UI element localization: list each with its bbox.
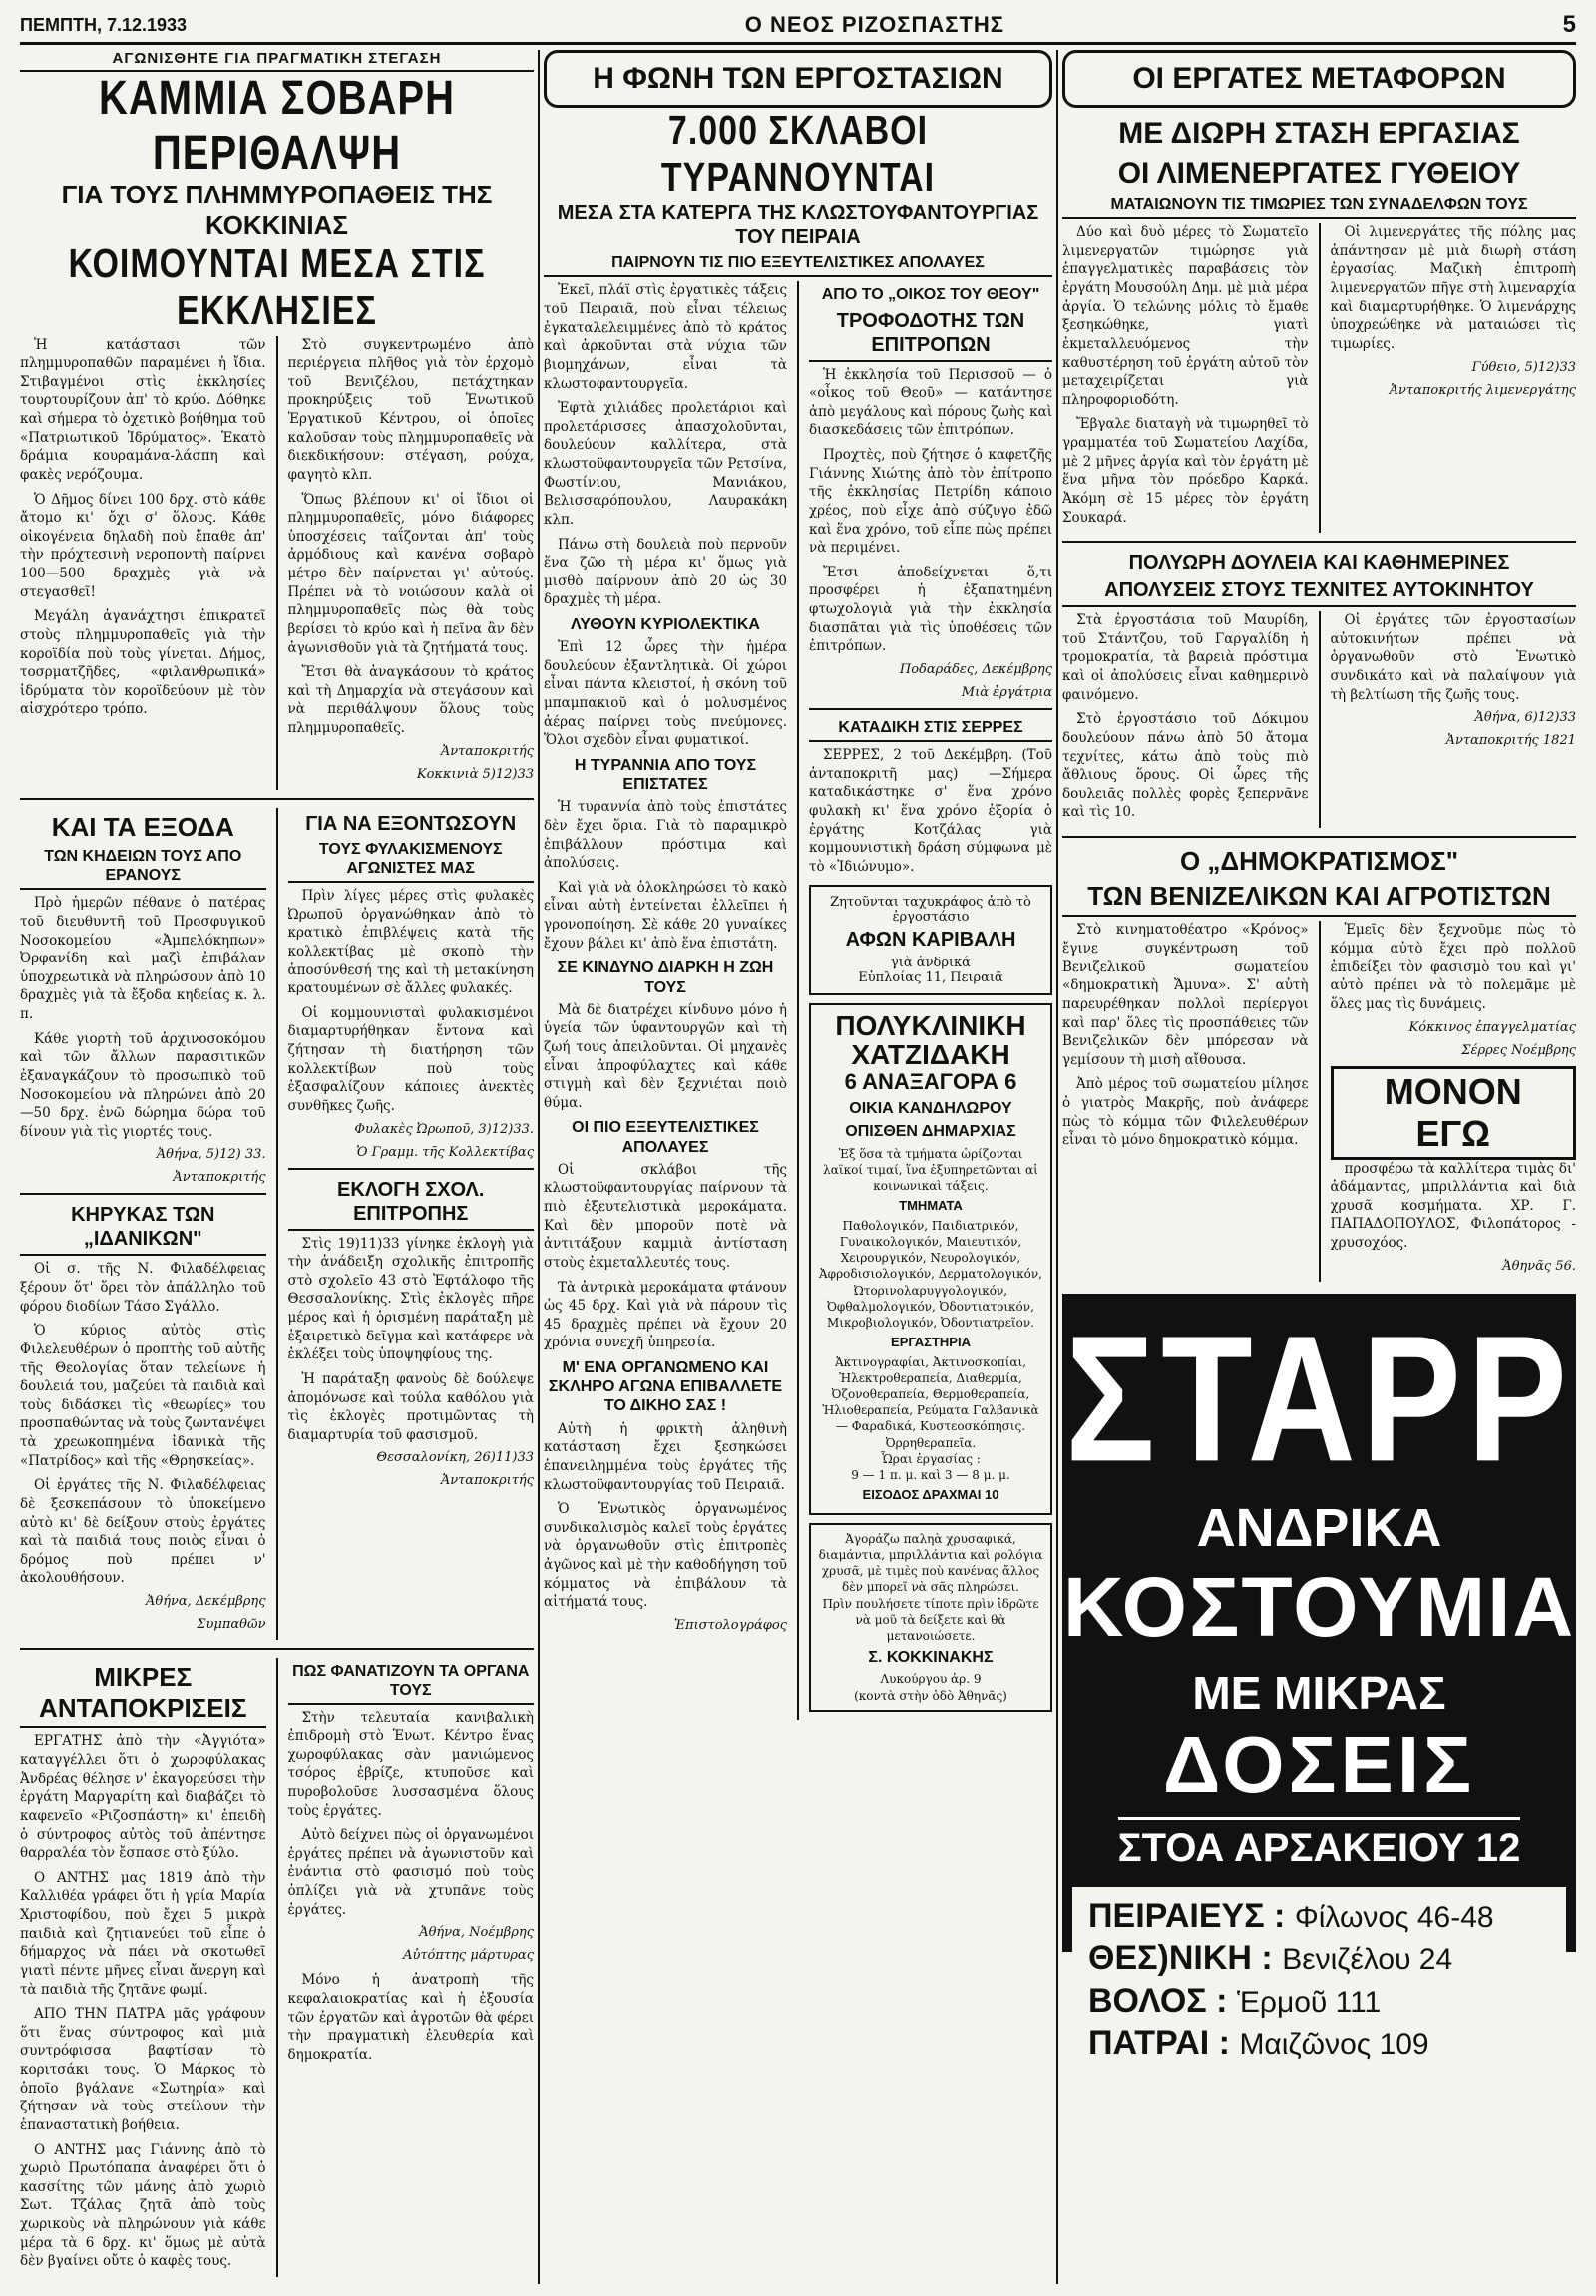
- section-banner-title: Η ΦΩΝΗ ΤΩΝ ΕΡΓΟΣΤΑΣΙΩΝ: [593, 62, 1003, 95]
- ad-branches: [1072, 1887, 1566, 2073]
- branch-city: ΠΕΙΡΑΙΕΥΣ :: [1088, 1896, 1286, 1935]
- article-democracy: [1062, 846, 1576, 1282]
- ad-text: γιὰ ἀνδρικά: [891, 955, 971, 970]
- article-headline: ΠΟΛΥΩΡΗ ΔΟΥΛΕΙΑ ΚΑΙ ΚΑΘΗΜΕΡΙΝΕΣ: [1128, 552, 1510, 574]
- article-headline: ΜΑΤΑΙΩΝΟΥΝ ΤΙΣ ΤΙΜΩΡΙΕΣ ΤΩΝ ΣΥΝΑΔΕΛΦΩΝ ΤΟΥΣ: [1062, 195, 1576, 219]
- paragraph: ΣΕΡΡΕΣ, 2 τοῦ Δεκέμβρη. (Τοῦ ἀνταποκριτῆ μας) —Σήμερα καταδικάστηκε σ' ἕνα χρόνο φυλακὴ κι' ἕνα χρόνο ἐξορία ὁ ἐργάτης Κοτζάλας γιὰ κομμουνιστικὴ δράση σύμφωνα μὲ τὸ «Ἰδιώνυμο».: [809, 747, 1052, 875]
- branch-city: ΒΟΛΟΣ :: [1088, 1981, 1228, 2020]
- ad-text: ΟΠΙΣΘΕΝ ΔΗΜΑΡΧΙΑΣ: [845, 1123, 1016, 1141]
- paragraph: Ἐφτὰ χιλιάδες προλετάριοι καὶ προλετάρισσες ἀπασχολοῦνται, δουλεύουν καλλίτερα, στὰ κλωστοϋφαντουργεῖα τῶν Ρετσίνα, Φωστίνιου, Μανιάκου, Βελισσαρόπουλου, Λαυρακάκη κλπ.: [544, 400, 787, 528]
- ad-name: ΑΦΩΝ ΚΑΡΙΒΑΛΗ: [845, 928, 1016, 951]
- article-headline: ΓΙΑ ΝΑ ΕΞΟΝΤΩΣΟΥΝ: [305, 812, 517, 835]
- dateline: Ἀθήνα, 5)12) 33.: [156, 1147, 266, 1163]
- ad-address: Λυκούργου ἀρ. 9: [880, 1672, 982, 1687]
- article-headline: ΤΩΝ ΒΕΝΙΖΕΛΙΚΩΝ ΚΑΙ ΑΓΡΟΤΙΣΤΩΝ: [1062, 881, 1576, 917]
- article-oikos: [809, 285, 1052, 700]
- section-banner: [1062, 50, 1576, 108]
- subheading: ΟΙ ΠΙΟ ΕΞΕΥΤΕΛΙΣΤΙΚΕΣ ΑΠΟΛΑΥΕΣ: [572, 1119, 759, 1156]
- branch-address: Ἑρμοῦ 111: [1236, 1985, 1382, 2019]
- ad-starr: [1062, 1294, 1576, 2063]
- article-kicker: ΑΓΩΝΙΣΘΗΤΕ ΓΙΑ ΠΡΑΓΜΑΤΙΚΗ ΣΤΕΓΑΣΗ: [20, 50, 534, 72]
- column-rule: [1056, 50, 1058, 2284]
- dateline: Γύθειο, 5)12)33: [1471, 359, 1576, 375]
- ad-text: ΜΕ ΜΙΚΡΑΣ: [1192, 1666, 1446, 1719]
- byline: Ἀνταποκριτής λιμενεργάτης: [1389, 382, 1576, 398]
- paragraph: Οἱ λιμενεργάτες τῆς πόλης μας ἀπάντησαν μὲ μιὰ διωρὴ στάση ἐργασίας. Μαζικὴ ἐπιτροπὴ λιμενεργατῶν πῆγε στὴ λιμεναρχία καὶ διαμαρτυρήθηκε. Ὁ λιμενάρχης ὑποχρεώθηκε νὰ ματαιώσει τὶς τιμωρίες.: [1330, 224, 1576, 352]
- ad-text: προσφέρω τὰ καλλίτερα τιμὰς δι' ἀδάμαντας, μπριλλάντια καὶ διὰ χρυσᾶ κοσμήματα. ΧΡ. Γ. ΠΑΠΑΔΟΠΟΥΛΟΣ, Φιλοπάτορος - χρυσοχόος.: [1330, 1160, 1576, 1252]
- paragraph: Ὁ Ἑνωτικὸς ὀργανωμένος συνδικαλισμὸς καλεῖ τοὺς ἐργάτες νὰ ὀργανωθοῦν στὶς ἐπιτροπὲς ἀγῶνος καὶ μὲ τὴν καθοδήγηση τοῦ κόμματος νὰ ἐπιβάλουν τὰ αἰτήματά τους.: [544, 1501, 787, 1611]
- paragraph: ΕΡΓΑΤΗΣ ἀπὸ τὴν «Ἀγγιότα» καταγγέλλει ὅτι ὁ χωροφύλακας Ἀνδρέας θέλησε ν' ἐκαγορεύσει τὴν ἐργάτη Μαργαρίτη καὶ διαβάζει τὸ καφενεῖο «Ριζοσπάστη» κι' ἐπειδὴ ὁ σύντροφος αὐτὸς τοῦ ἀπέντησε θαρραλέα τὸν ἔσπασε στὸ ξύλο.: [20, 1733, 266, 1862]
- branch-item: [1088, 1937, 1550, 1980]
- article-car-workers: [1062, 551, 1576, 828]
- paragraph: Ἐπὶ 12 ὧρες τὴν ἡμέρα δουλεύουν ἐξαντλητικὰ. Οἱ χώροι εἶναι πάντα κλειστοί, ἡ σκόνη τοῦ μπαμπακιοῦ καὶ ὁ μολυσμένος ἀέρας παίρνει τοὺς πνεύμονες. Ὅλοι σχεδὸν εἶναι φυματικοί.: [544, 639, 787, 749]
- ad-price: ΕΙΣΟΔΟΣ ΔΡΑΧΜΑΙ 10: [862, 1487, 999, 1503]
- article-headline: ΜΕ ΔΙΩΡΗ ΣΤΑΣΗ ΕΡΓΑΣΙΑΣ: [1118, 117, 1520, 150]
- ad-text: Ἀγοράζω παληὰ χρυσαφικά, διαμάντια, μπριλλάντια καὶ ρολόγια χρυσᾶ, μὲ τιμὲς ποὺ κανένας ἄλλος δὲν μπορεῖ νὰ σᾶς πληρώσει.: [818, 1531, 1043, 1595]
- article-headline: ΚΑΤΑΔΙΚΗ ΣΤΙΣ ΣΕΡΡΕΣ: [809, 718, 1052, 742]
- paragraph: Ἡ τυραννία ἀπὸ τοὺς ἐπιστάτες δὲν ἔχει ὅρια. Γιὰ τὸ παραμικρὸ ἐπιβάλλουν πρόστιμα καὶ ἀπολύσεις.: [544, 799, 787, 872]
- paper-title: Ο ΝΕΟΣ ΡΙΖΟΣΠΑΣΤΗΣ: [744, 12, 1004, 37]
- dateline: Θεσσαλονίκη, 26)11)33: [376, 1450, 534, 1466]
- column-right: [1062, 50, 1576, 2284]
- byline: Αὐτόπτης μάρτυρας: [403, 1948, 534, 1964]
- dateline: Ποδαράδες, Δεκέμβρης: [899, 661, 1052, 677]
- ad-title: ΠΟΛΥΚΛΙΝΙΚΗ: [835, 1009, 1026, 1041]
- branch-address: Βενιζέλου 24: [1282, 1943, 1453, 1977]
- paragraph: Στὰ ἐργοστάσια τοῦ Μαυρίδη, τοῦ Στάντζου, τοῦ Γαργαλίδη ἡ τρομοκρατία, τὰ βαρειὰ πρόστιμα καὶ οἱ ἀπολύσεις εἶναι καθημερινὸ φαινόμενο.: [1062, 612, 1309, 703]
- article-serres: [809, 718, 1052, 877]
- branch-address: Φίλωνος 46-48: [1294, 1900, 1494, 1934]
- byline: Ἀνταποκριτής 1821: [1445, 733, 1576, 749]
- dateline: Ἀθήνα, Δεκέμβρης: [146, 1594, 266, 1609]
- ad-text: Πρὶν πουλήσετε τίποτε πρὶν ἰδρῶτε νὰ μοῦ τὰ δείξετε καὶ θὰ μετανοιώσετε.: [822, 1596, 1039, 1643]
- article-body: [1062, 611, 1576, 828]
- ad-subtitle: ΕΡΓΑΣΤΗΡΙΑ: [891, 1335, 971, 1350]
- section-banner: [544, 50, 1052, 108]
- branch-item: [1088, 1980, 1550, 2023]
- article-headline: ΑΠΟ ΤΟ „ΟΙΚΟΣ ΤΟΥ ΘΕΟΥ": [821, 286, 1040, 304]
- paragraph: Κάθε γιορτὴ τοῦ ἀρχινοσοκόμου καὶ τῶν ἄλλων παρασιτικῶν ἐξαναγκάζουν τὸ προσωπικὸ τοῦ Νοσοκομείου νὰ πληρώνει ἀπὸ 20—50 δρχ. ἐνῶ δώρημα δώρα τοῦ δίνουν γιὰ τὶς γιορτές τους.: [20, 1030, 266, 1140]
- article-body: [1062, 921, 1576, 1281]
- paragraph: Στὴν τελευταία κανιβαλικὴ ἐπιδρομὴ στὸ Ἑνωτ. Κέντρο ἕνας χωροφύλακας σὰν μανιώμενος τσόρος ἐβρίζε, κτυποῦσε καὶ πυροβολοῦσε λυσσασμένα ὅλους τοὺς ἐργάτες.: [287, 1710, 534, 1819]
- paragraph: Μόνο ἡ ἀνατροπὴ τῆς κεφαλαιοκρατίας καὶ ἡ ἐξουσία τῶν ἐργατῶν καὶ ἀγροτῶν θὰ φέρει τὴν πραγματικὴ ἐλευθερία καὶ δημοκρατία.: [287, 1972, 534, 2063]
- ad-clinic: [809, 1003, 1052, 1515]
- paragraph: Ἡ ἐκκλησία τοῦ Περισσοῦ — ὁ «οἶκος τοῦ Θεοῦ» — κατάντησε ἀπὸ μεγάλους καὶ πόρους ζωὴς καὶ διασκεδάσεις τῶν ἐπιτρόπων.: [809, 366, 1052, 439]
- dateline: Ἀθήνα, Νοέμβρης: [419, 1925, 534, 1941]
- article-prisoners: [288, 812, 535, 1160]
- byline: Κόκκινος ἐπαγγελματίας: [1408, 1019, 1576, 1035]
- paragraph: Ο ΑΝΤΗΣ μας 1819 ἀπὸ τὴν Καλλιθέα γράφει ὅτι ἡ γρία Μαρία Χριστοφίδου, ποὺ ἔχει 5 μικρὰ παιδιὰ καὶ ζητιανεύει τοῦ εἶπε ὁ δήμαρχος νὰ πάει νὰ σκοτωθεῖ γιατὶ πέντε μῆνες εἶναι ἄνεργη καὶ τὰ παιδιὰ τῆς ζητᾶνε φωμί.: [20, 1869, 266, 1998]
- article-herald: [20, 1203, 266, 1632]
- paragraph: Οἱ ἐργάτες τῶν ἐργοστασίων αὐτοκινήτων πρέπει νὰ ὀργανωθοῦν στὸ Ἑνωτικὸ συνδικάτο καὶ νὰ παλαίψουν γιὰ τὴ βελτίωση τῆς ζωῆς τους.: [1330, 612, 1576, 703]
- dateline: Σέρρες Νοέμβρης: [1461, 1042, 1576, 1058]
- column-rule: [538, 50, 540, 2284]
- two-column-block: [20, 1658, 534, 2277]
- paragraph: Ἔτσι ἀποδείχνεται ὅ,τι προσφέρει ἡ ἐξαπατημένη φτωχολογιὰ γιὰ τὴν ἐκκλησία διασπᾶται γιὰ τὶς ὑποθέσεις τῶν ἐπιτρόπων.: [809, 564, 1052, 655]
- paragraph: Ο ΑΝΤΗΣ μας Γιάννης ἀπὸ τὸ χωριὸ Πρωτόπαπα ἀναφέρει ὅτι ὁ κασσίτης τῶν μάνης ἀπὸ χωριὸ Σωτ. Τζάλας ζητᾶ ἀπὸ τοὺς χωρικοὺς νὰ πληρώνουν γιὰ κάθε μέρα τὰ 6 δρχ. κι' ὅμως μὲ αὐτὰ δὲν βγαίνει οὔτε ὁ καφὲς τους.: [20, 2141, 266, 2270]
- paragraph: Αὐτὴ ἡ φρικτὴ ἀληθινὴ κατάσταση ἔχει ξεσηκώσει ἐπανειλημμένα τοὺς ἐργάτες τῆς κλωστοϋφαντουργίας τοῦ Πειραιᾶ.: [544, 1420, 787, 1493]
- column-middle: [544, 50, 1052, 2284]
- article-body: [544, 281, 1052, 1719]
- byline: Συμπαθῶν: [197, 1617, 266, 1632]
- dateline: Ἀθήνα, 6)12)33: [1474, 710, 1576, 726]
- paragraph: Ἡ κατάστασι τῶν πλημμυροπαθῶν παραμένει ἡ ἴδια. Στιβαγμένοι στὶς ἐκκλησίες τουρτουρίζουν ἀπ' τὸ κρύο. Δόθηκε καὶ σήμερα τὸ ὀχετικὸ βοήθημα τοῦ «Πατριωτικοῦ Ἱδρύματος». Ἑκατὸ δράμια κουραμάνα-λάσπη καὶ φακὲς νερόζουμα.: [20, 336, 266, 483]
- paragraph: Ὁ κύριος αὐτὸς στὶς Φιλελευθέρων ὁ προπτὴς τοῦ αὐτῆς τῆς Θεολογίας ὅταν τελείωνε ἡ δουλειά του, μαζεύει τὰ παιδιὰ καὶ τοὺς διδάσκει τὶς «θεωρίες» του προσπαθώντας νὰ τοὺς ζωντανέψει τὰ χρεωκοπημένα ἰδανικὰ τῆς «Πατρίδος» καὶ τῆς «Θρησκείας».: [20, 1323, 266, 1469]
- paragraph: Ἐμεῖς δὲν ξεχνοῦμε πὼς τὸ κόμμα αὐτὸ ἔχει πρὸ πολλοῦ ἐπιδείξει τὸν φασισμὸ του καὶ γι' αὐτὸ πρέπει νὰ τὸ πολεμᾶμε μὲ ὅλες μας τὶς δυνάμεις.: [1330, 922, 1576, 1012]
- paragraph: Οἱ σ. τῆς Ν. Φιλαδέλφειας ξέρουν ὅτ' ὅρει τὸν ἀπάλληλο τοῦ φόρου διοδίων Τάσο Σγάλλο.: [20, 1261, 266, 1315]
- article-headline: Ο „ΔΗΜΟΚΡΑΤΙΣΜΟΣ": [1179, 846, 1459, 877]
- ad-text: 9 — 1 π. μ. καὶ 3 — 8 μ. μ.: [851, 1468, 1010, 1483]
- ad-address: (κοντὰ στὴν ὁδὸ Ἀθηνᾶς): [854, 1688, 1007, 1703]
- subheading: ΣΕ ΚΙΝΔΥΝΟ ΔΙΑΡΚΗ Η ΖΩΗ ΤΟΥΣ: [557, 959, 774, 996]
- ad-text: ΚΟΣΤΟΥΜΙΑ: [1062, 1559, 1576, 1654]
- ad-text: ΟΙΚΙΑ ΚΑΝΔΗΛΩΡΟΥ: [849, 1100, 1012, 1118]
- article-headline: ΟΙ ΛΙΜΕΝΕΡΓΑΤΕΣ ΓΥΘΕΙΟΥ: [1117, 157, 1521, 190]
- ad-text: Ἐξ ὅσα τὰ τμήματα ὡρίζονται λαϊκοί τιμαί, ἵνα ἐξυπηρετῶνται αἱ κοινωνικαὶ τάξεις.: [823, 1146, 1038, 1194]
- branch-item: [1088, 1895, 1550, 1938]
- article-headline: ΚΑΙ ΤΑ ΕΞΟΔΑ: [51, 811, 234, 842]
- ad-address: Ἀθηνᾶς 56.: [1502, 1258, 1576, 1274]
- article-headline: ΚΗΡΥΚΑΣ ΤΩΝ „ΙΔΑΝΙΚΩΝ": [20, 1203, 266, 1256]
- article-headline: ΤΡΟΦΟΔΟΤΗΣ ΤΩΝ ΕΠΙΤΡΟΠΩΝ: [809, 309, 1052, 362]
- paragraph: Ὅπως βλέπουν κι' οἱ ἴδιοι οἱ πλημμυροπαθεῖς, μόνο διάφορες ὑποσχέσεις ταΐζονται ἀπ' τοὺς ἀρμόδιους καὶ κανένα σοβαρὸ μέτρο δὲν παίρνεται γι' αὐτούς. Πρέπει νὰ τὸ νοιώσουν καλὰ οἱ πλημμυροπαθεῖς πὼς θὰ τοὺς βερίσει τὸ κρύο καὶ ἡ πεῖνα ἂν δὲν ἀγωνισθοῦν γιὰ τὰ ζητήματά τους.: [287, 491, 534, 656]
- paragraph: Τὰ ἀντρικὰ μεροκάματα φτάνουν ὡς 45 δρχ. Καὶ γιὰ νὰ πάρουν τὶς 45 δραχμὲς πρέπει νὰ ἔχουν 20 χρόνια συνεχῆ ὑπηρεσία.: [544, 1279, 787, 1351]
- article-headline: ΚΟΙΜΟΥΝΤΑΙ ΜΕΣΑ ΣΤΙΣ ΕΚΚΛΗΣΙΕΣ: [68, 241, 486, 335]
- ad-subtitle: ΤΜΗΜΑΤΑ: [899, 1198, 963, 1214]
- subheading: ΛΥΘΟΥΝ ΚΥΡΙΟΛΕΚΤΙΚΑ: [571, 616, 760, 633]
- ad-monon: [1331, 1066, 1577, 1274]
- issue-date: ΠΕΜΠΤΗ, 7.12.1933: [20, 14, 188, 35]
- article-headline: ΜΙΚΡΕΣ ΑΝΤΑΠΟΚΡΙΣΕΙΣ: [20, 1662, 266, 1728]
- byline: Ἀνταποκριτής: [440, 743, 534, 759]
- byline: Ἀνταποκριτής: [440, 1473, 534, 1489]
- paragraph: Καὶ γιὰ νὰ ὀλοκληρώσει τὸ κακὸ εἶναι αὐτὴ ἐντείνεται ἐλλεῖπει ἡ γρονοποίηση. Σὲ κάθε 20 γυναίκες ἔχουν βάλει κι' ἀπὸ ἕνα ἐπιστάτη.: [544, 879, 787, 952]
- ad-text: Ζητοῦνται ταχυκράφος ἀπὸ τὸ ἐργοστάσιο: [830, 894, 1031, 925]
- paragraph: Ὁ Δῆμος δίνει 100 δρχ. στὸ κάθε ἄτομο κι' ὄχι σ' ὅλους. Κάθε οἰκογένεια δηλαδὴ ποὺ ἔπαθε ἀπ' τὴν πρόχτεσινὴ νεροποντὴ παίρνει 100—500 δραχμὲς γιὰ νὰ στεγασθεῖ!: [20, 491, 266, 600]
- byline: Μιὰ ἐργάτρια: [961, 684, 1052, 700]
- dateline: Κοκκινιὰ 5)12)33: [416, 766, 534, 782]
- article-headline: ΜΕΣΑ ΣΤΑ ΚΑΤΕΡΓΑ ΤΗΣ ΚΛΩΣΤΟΥΦΑΝΤΟΥΡΓΙΑΣ ΤΟΥ ΠΕΙΡΑΙΑ: [557, 202, 1039, 249]
- ad-karivali: [809, 885, 1052, 995]
- article-housing: [20, 50, 534, 790]
- ad-title: ΜΟΝΟΝ ΕΓΩ: [1331, 1066, 1577, 1160]
- paragraph: Οἱ σκλάβοι τῆς κλωστοϋφαντουργίας παίρνουν τὰ πιὸ ἐξευτελιστικὰ μεροκάματα. Καὶ δὲν μποροῦν ποτὲ νὰ ἀντιτάξουν καμμιὰ ἀντίσταση στοὺς ἐκμεταλλευτές τους.: [544, 1161, 787, 1271]
- page-number: 5: [1562, 11, 1576, 38]
- paragraph: Ἔτσι θὰ ἀναγκάσουν τὸ κράτος καὶ τὴ Δημαρχία νὰ στεγάσουν καὶ νὰ περιθάλψουν ὅλους τοὺς πλημμυροπαθεῖς.: [287, 664, 534, 737]
- ad-title: ΧΑΤΖΙΔΑΚΗ: [851, 1038, 1010, 1070]
- byline: Ὁ Γραμμ. τῆς Κολλεκτίβας: [356, 1144, 534, 1160]
- article-headline: 7.000 ΣΚΛΑΒΟΙ ΤΥΡΑΝΝΟΥΝΤΑΙ: [660, 108, 936, 200]
- ad-text: Ὧραι ἐργασίας :: [881, 1451, 981, 1466]
- article-body: [1062, 223, 1576, 533]
- article-headline: ΓΙΑ ΤΟΥΣ ΠΛΗΜΜΥΡΟΠΑΘΕΙΣ ΤΗΣ ΚΟΚΚΙΝΙΑΣ: [61, 180, 493, 241]
- article-headline: ΠΑΙΡΝΟΥΝ ΤΙΣ ΠΙΟ ΕΞΕΥΤΕΛΙΣΤΙΚΕΣ ΑΠΟΛΑΥΕΣ: [544, 253, 1052, 277]
- ad-text: ΑΝΔΡΙΚΑ: [1196, 1497, 1442, 1558]
- ad-kokkinakis: [809, 1523, 1052, 1712]
- paragraph: Μεγάλη ἀγανάχτησι ἐπικρατεῖ στοὺς πλημμυροπαθεῖς γιὰ τὴν κοροϊδία ποὺ τοὺς γίνεται. Δήμος, τοσρματζῆδες, «φιλανθρωπικά» ἱδρύματα τὸν κοροϊδεύουν μὲ τὸν αἰσχρότερο τρόπο.: [20, 608, 266, 718]
- ad-text: ΔΟΣΕΙΣ: [1162, 1720, 1476, 1809]
- paragraph: Στὶς 19)11)33 γίνηκε ἐκλογὴ γιὰ τὴν ἀνάδειξη σχολικῆς ἐπιτροπῆς στὸ σχολεῖο 43 στὸ Ἐφτάλοφο τῆς Θεσσαλονίκης. Στὶς ἐκλογὲς πῆρε μέρος καὶ ἡ ὁρισμένη παράταξη μὲ ἐξαιρετικὸ δεῖγμα καὶ κατάφερε νὰ ἐκλέξει τοὺς ὑποψηφίους της.: [287, 1235, 534, 1363]
- branch-city: ΘΕΣ)ΝΙΚΗ :: [1088, 1939, 1273, 1978]
- section-banner-title: ΟΙ ΕΡΓΑΤΕΣ ΜΕΤΑΦΟΡΩΝ: [1132, 62, 1506, 95]
- paragraph: Ἐκεῖ, πλάϊ στὶς ἐργατικὲς τάξεις τοῦ Πειραιᾶ, ποὺ εἶναι τέλειως ἐγκαταλελειμμένες ἀπὸ τὸ κράτος καὶ ἀρκοῦνται στὰ νύχια τῶν βιομηχάνων, εἶναι τὰ κλωστοφαντουργεῖα.: [544, 282, 787, 392]
- article-headline: ΤΩΝ ΚΗΔΕΙΩΝ ΤΟΥΣ ΑΠΟ ΕΡΑΝΟΥΣ: [20, 847, 266, 890]
- article-factories: [544, 108, 1052, 1720]
- ad-text: Παθολογικόν, Παιδιατρικόν, Γυναικολογικόν, Μαιευτικόν, Χειρουργικόν, Νευρολογικόν, Ἀφροδισιολογικόν, Δερματολογικόν, Ὠτορινολαρυγγολογικόν, Ὀφθαλμολογικόν, Ὀδοντιατρικόν, Μικροβιολογικόν, Ὀδοντιατρεῖον.: [819, 1218, 1042, 1330]
- article-small-reports: [20, 1662, 266, 2271]
- paragraph: Ἔβγαλε διαταγὴ νὰ τιμωρηθεῖ τὸ γραμματέα τοῦ Σωματείου Λαχίδα, μὲ 2 μῆνες ἀργία καὶ τὸν ἐργάτη μὲ ἕνα μῆνα τὸν πρόεδρο Καρκά. Ἀκόμη σὲ 15 μέρες τὸν ἐργάτη Σουκαρά.: [1062, 416, 1309, 526]
- ad-address: ΣΤΟΑ ΑΡΣΑΚΕΙΟΥ 12: [1118, 1817, 1521, 1871]
- article-organs: [288, 1662, 535, 2064]
- paragraph: Οἱ κομμουνισταὶ φυλακισμένοι διαμαρτυρήθηκαν ἔντονα καὶ ζήτησαν τὴ διατήρηση τῶν κολλεκτίβων ποὺ τοὺς ἐξασφαλίζουν κάποιες ἀνεκτὲς συνθῆκες ζωῆς.: [287, 1004, 534, 1114]
- branch-item: [1088, 2022, 1550, 2065]
- ad-address: Εὐπλοίας 11, Πειραιᾶ: [858, 969, 1003, 985]
- ad-brand: ΣΤΑΡΡ: [1065, 1297, 1573, 1499]
- article-body: [20, 336, 534, 790]
- paragraph: ΑΠΟ ΤΗΝ ΠΑΤΡΑ μᾶς γράφουν ὅτι ἕνας σύντροφος καὶ μιὰ συντρόφισσα βαφτίσαν τὸ κοριτσάκι τους. Ὁ Μάρκος τὸ ὁποῖο βγάλανε «Σωτηρία» καὶ ζήτησαν νὰ τοὺς στείλουν τὴν ἐπαναστατικὴ βοήθεια.: [20, 2006, 266, 2133]
- subheading: Μ' ΕΝΑ ΟΡΓΑΝΩΜΕΝΟ ΚΑΙ ΣΚΛΗΡΟ ΑΓΩΝΑ ΕΠΙΒΑΛΛΕΤΕ ΤΟ ΔΙΚΗΟ ΣΑΣ !: [548, 1359, 783, 1415]
- paragraph: Ἡ παράταξη φανοὺς δὲ δούλεψε ἀπομόνωσε καὶ τούλα καθόλου γιὰ τὶς ἐκλογὲς προτιμῶντας τὴ διαμαρτυρία τοῦ φασισμοῦ.: [287, 1370, 534, 1443]
- two-column-block: [20, 808, 534, 1640]
- paragraph: Πρὶν λίγες μέρες στὶς φυλακὲς Ὠρωποῦ ὀργανώθηκαν ἀπὸ τὸ κρατικὸ ἐπιβλέψεις κατὰ τῆς κολλεκτίβας μὲ σκοπὸ τὴν ἀποσύνθεσή της καὶ τὴ μετακίνηση κρατουμένων σὲ ἄλλες φυλακές.: [287, 888, 534, 997]
- branch-city: ΠΑΤΡΑΙ :: [1088, 2024, 1230, 2063]
- paragraph: Δύο καὶ δυὸ μέρες τὸ Σωματεῖο λιμενεργατῶν τιμώρησε γιὰ ἐπαγγελματικὲς παραβάσεις τὸν ἐργάτη Μουσούλη Δημ. μὲ μιὰ μέρα ἀργία. Ὁ τελώνης μόλις τὸ ἔμαθε ξεσηκώθηκε, γιατὶ ἐκμεταλλευόμενος τὴν καθυστέρηση τοῦ ἐργάτη αὐτοῦ τὸν μεταχειρίζεται γιὰ πληροφοριοδότη.: [1062, 224, 1309, 408]
- paragraph: Στὸ συγκεντρωμένο ἀπὸ περιέργεια πλῆθος γιὰ τὸν ἐρχομὸ τοῦ Βενιζέλου, πετάχτηκαν προκηρύξεις τοῦ Ἑνωτικοῦ Ἐργατικοῦ Κέντρου, οἱ ὁποῖες καλοῦσαν τοὺς πλημμυροπαθεῖς νὰ διεκδικήσουν: στέγαση, ρούχα, φαγητὸ κλπ.: [287, 336, 534, 483]
- byline: Ἐπιστολογράφος: [673, 1617, 787, 1633]
- branch-address: Μαιζῶνος 109: [1239, 2028, 1429, 2062]
- article-headline: ΠΩΣ ΦΑΝΑΤΙΖΟΥΝ ΤΑ ΟΡΓΑΝΑ ΤΟΥΣ: [288, 1662, 535, 1705]
- ad-name: Σ. ΚΟΚΚΙΝΑΚΗΣ: [868, 1649, 994, 1667]
- article-committee: [288, 1178, 535, 1489]
- paragraph: Πρὸ ἡμερῶν πέθανε ὁ πατέρας τοῦ διευθυντῆ τοῦ Προσφυγικοῦ Νοσοκομείου «Ἀμπελόκηπων» Ὀρφανίδη καὶ μαζὶ ἐπιβάλαν ὑποχρεωτικὰ νὰ πληρώσουν ἀπὸ 10 δραχμὲς γιὰ τὰ ἔξοδα κηδείας κ. λ. π.: [20, 895, 266, 1022]
- ad-text: Ἀκτινογραφίαι, Ἀκτινοσκοπίαι, Ἠλεκτροθεραπεία, Διαθερμία, Ὀζονοθεραπεία, Θερμοθεραπεία, Ἡλιοθεραπεία, Ρεύματα Γαλβανικὰ — Φαραδικά, Κυστεοσκόπησις. Ὀρρηθεραπεῖα.: [822, 1354, 1039, 1450]
- ad-address: 6 ΑΝΑΞΑΓΟΡΑ 6: [844, 1069, 1017, 1095]
- paragraph: Προχτὲς, ποὺ ζήτησε ὁ καφετζῆς Γιάννης Χιώτης ἀπὸ τὸν ἐπίτροπο τῆς ἐκκλησίας Πετρίδη κάποιο χρέος, ποὺ εἶχε ἀπὸ σύζυγο ἐδῶ καὶ ἕνα χρόνο, τοῦ εἶπε πὼς πρέπει νὰ περιμένει.: [809, 447, 1052, 557]
- article-headline: ΕΚΛΟΓΗ ΣΧΟΛ. ΕΠΙΤΡΟΠΗΣ: [288, 1178, 535, 1231]
- paragraph: Στὸ ἐργοστάσιο τοῦ Δόκιμου δουλεύουν πάνω ἀπὸ 50 ἄτομα τεχνίτες, κάτω ἀπὸ τοὺς πιὸ ἄθλιους ὅρους. Οἱ ὧρες τῆς δουλειᾶς πολλὲς φορὲς ξεπερνᾶνε καὶ τὶς 10.: [1062, 711, 1309, 821]
- dateline: Φυλακὲς Ὠρωποῦ, 3)12)33.: [354, 1121, 534, 1137]
- paragraph: Πάνω στὴ δουλειὰ ποὺ περνοῦν ἕνα ζῶο τὴ μέρα κι' ὅμως γιὰ μισθὸ παίρνουν ἀπὸ 20 ὡς 30 δραχμὲς τὴ μέρα.: [544, 536, 787, 608]
- masthead: [20, 8, 1576, 45]
- paragraph: Στὸ κινηματοθέατρο «Κρόνος» ἔγινε συγκέντρωση τοῦ Βενιζελικοῦ σωματείου «δημοκρατικὴ Ἄμυνα». Σ' αὐτὴ παρευρέθηκαν πολλοὶ περίεργοι καὶ παρ' ὅλες τὶς προσπάθειες τῶν Βενιζελικῶν δὲν μπόρεσαν νὰ γεμίσουν τὴ μισὴ αἴθουσα.: [1062, 922, 1309, 1068]
- column-left: [20, 50, 534, 2284]
- paragraph: Αὐτὸ δείχνει πὼς οἱ ὀργανωμένοι ἐργάτες πρέπει νὰ ἀγωνιστοῦν καὶ ἐνάντια στὸ φασισμό ποὺ τοὺς ὁπλίζει γιὰ νὰ χτυπᾶνε τοὺς ἐργάτες.: [287, 1827, 534, 1918]
- article-headline: ΑΠΟΛΥΣΕΙΣ ΣΤΟΥΣ ΤΕΧΝΙΤΕΣ ΑΥΤΟΚΙΝΗΤΟΥ: [1062, 578, 1576, 607]
- article-funeral: [20, 812, 266, 1186]
- paragraph: Οἱ ἐργάτες τῆς Ν. Φιλαδέλφειας δὲ ξεσκεπάσουν τὸ ὑποκείμενο αὐτὸ κι' δὲ δείξουν στοὺς ἐργάτες καὶ τὰ παιδιά τους ποιὸς εἶναι ὁ δρόμος ποὺ πρέπει ν' ἀκολουθήσουν.: [20, 1477, 266, 1587]
- article-headline: ΤΟΥΣ ΦΥΛΑΚΙΣΜΕΝΟΥΣ ΑΓΩΝΙΣΤΕΣ ΜΑΣ: [288, 840, 535, 883]
- byline: Ἀνταποκριτής: [173, 1170, 266, 1186]
- paragraph: Ἀπὸ μέρος τοῦ σωματείου μίλησε ὁ γιατρὸς Μακρῆς, ποὺ ἀνάφερε πὼς τὸ κόμμα τῶν Φιλελευθέρων εἶναι τὸ μόνο δημοκρατικὸ κόμμα.: [1062, 1076, 1309, 1149]
- subheading: Η ΤΥΡΑΝΝΙΑ ΑΠΟ ΤΟΥΣ ΕΠΙΣΤΑΤΕΣ: [574, 756, 757, 794]
- article-transport: [1062, 116, 1576, 533]
- article-headline: ΚΑΜΜΙΑ ΣΟΒΑΡΗ ΠΕΡΙΘΑΛΨΗ: [99, 72, 455, 180]
- paragraph: Μὰ δὲ διατρέχει κίνδυνο μόνο ἡ ὑγεία τῶν ὑφαντουργῶν καὶ τὴ ζωή τους ἀπειλοῦνται. Οἱ μηχανὲς εἶναι ἀπροφύλαχτες καὶ κάθε στιγμὴ καὶ δὲν ξεχνιέται ποιὸ θύμα.: [544, 1001, 787, 1111]
